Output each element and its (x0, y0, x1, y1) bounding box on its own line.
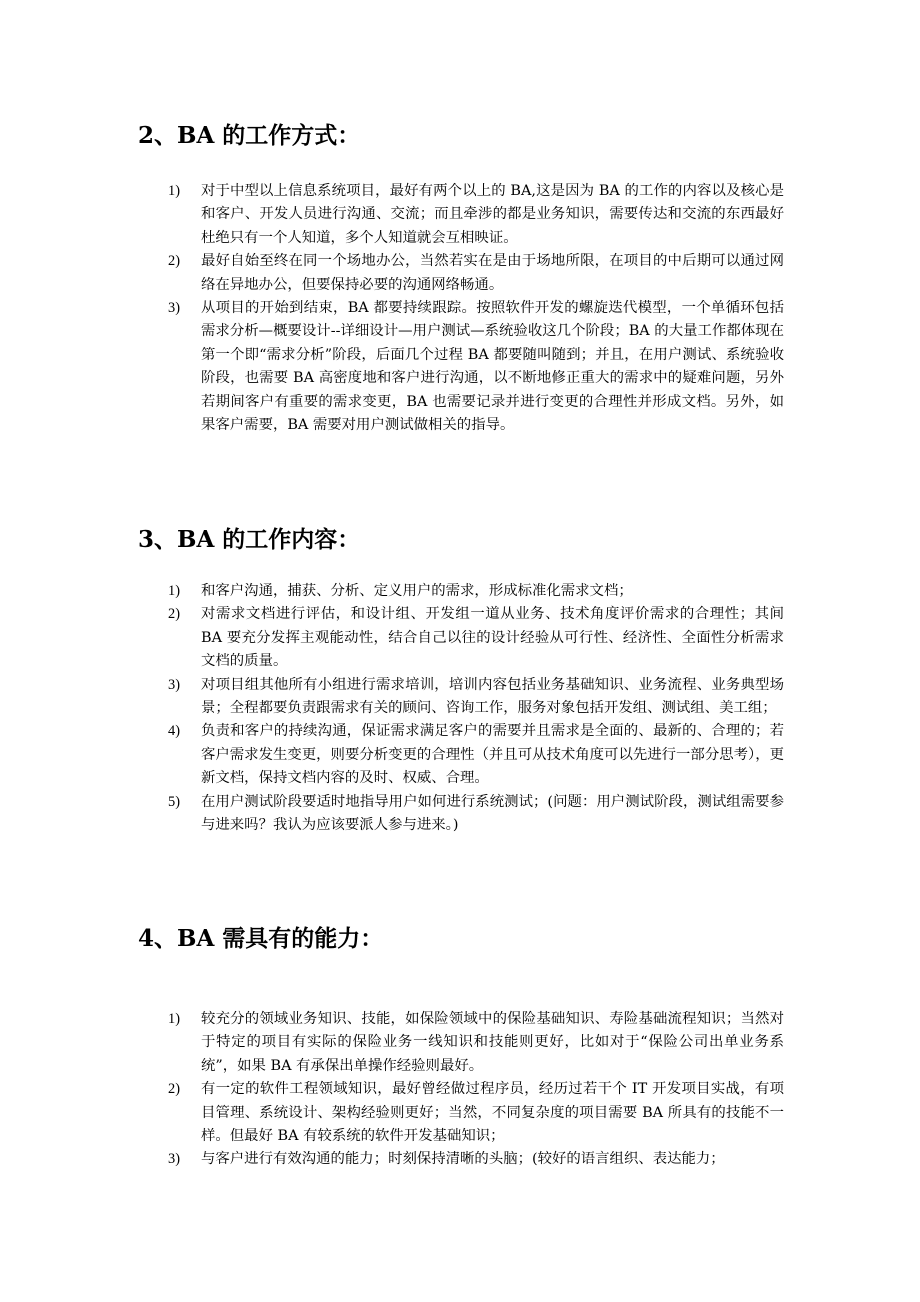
list-item (168, 720, 784, 790)
item-text: 对项目组其他所有小组进行需求培训，培训内容包括业务基础知识、业务流程、业务典型场景；全程都要负责跟需求有关的顾问、咨询工作，服务对象包括开发组、测试组、美工组； (201, 676, 784, 717)
item-number: 3) (168, 300, 180, 317)
numbered-list (168, 1008, 784, 1172)
item-text: 与客户进行有效沟通的能力；时刻保持清晰的头脑；(较好的语言组织、表达能力； (201, 1151, 725, 1168)
item-number: 5) (168, 793, 180, 810)
item-text: 较充分的领域业务知识、技能，如保险领域中的保险基础知识、寿险基础流程知识；当然对于特定的项目有实际的保险业务一线知识和技能则更好，比如对于“保险公司出单业务系统”，如果 BA 有承保出单操作经验则最好。 (201, 1011, 784, 1074)
item-text: 最好自始至终在同一个场地办公，当然若实在是由于场地所限，在项目的中后期可以通过网络在异地办公，但要保持必要的沟通网络畅通。 (201, 253, 784, 293)
item-number: 3) (168, 676, 180, 693)
item-text: 对于中型以上信息系统项目，最好有两个以上的 BA,这是因为 BA 的工作的内容以及核心是和客户、开发人员进行沟通、交流；而且牵涉的都是业务知识，需要传达和交流的东西最好杜绝只有一个人知道，多个人知道就会互相映证。 (201, 183, 784, 246)
numbered-list (168, 180, 784, 437)
section-heading: 2、BA 的工作方式： (138, 122, 361, 149)
item-text: 有一定的软件工程领域知识，最好曾经做过程序员，经历过若干个 IT 开发项目实战，有项目管理、系统设计、架构经验则更好；当然，不同复杂度的项目需要 BA 所具有的技能不一样。但最好 BA 有较系统的软件开发基础知识； (201, 1081, 784, 1145)
item-number: 3) (168, 1151, 180, 1168)
item-text: 在用户测试阶段要适时地指导用户如何进行系统测试；(问题：用户测试阶段，测试组需要参与进来吗？我认为应该要派人参与进来。) (201, 793, 784, 834)
list-item (168, 1148, 784, 1171)
numbered-list (168, 580, 784, 837)
list-item (168, 791, 784, 838)
list-item (168, 250, 784, 297)
list-item (168, 580, 784, 603)
item-number: 1) (168, 1011, 180, 1027)
item-text: 对需求文档进行评估，和设计组、开发组一道从业务、技术角度评价需求的合理性；其间 BA 要充分发挥主观能动性，结合自己以往的设计经验从可行性、经济性、全面性分析需求文档的质量。 (201, 606, 784, 670)
item-number: 1) (168, 183, 180, 199)
item-number: 2) (168, 606, 180, 623)
section-heading: 4、BA 需具有的能力： (138, 925, 384, 952)
list-item (168, 1008, 784, 1078)
item-text: 和客户沟通，捕获、分析、定义用户的需求，形成标准化需求文档； (201, 583, 633, 599)
item-number: 4) (168, 723, 180, 740)
list-item (168, 180, 784, 250)
list-item (168, 674, 784, 721)
item-number: 1) (168, 583, 180, 599)
item-text: 负责和客户的持续沟通，保证需求满足客户的需要并且需求是全面的、最新的、合理的；若客户需求发生变更，则要分析变更的合理性（并且可从技术角度可以先进行一部分思考），更新文档，保持文档内容的及时、权威、合理。 (201, 723, 784, 787)
section-heading: 3、BA 的工作内容： (138, 526, 361, 553)
list-item (168, 1078, 784, 1148)
item-number: 2) (168, 1081, 180, 1098)
item-number: 2) (168, 253, 180, 270)
item-text: 从项目的开始到结束，BA 都要持续跟踪。按照软件开发的螺旋迭代模型，一个单循环包括需求分析—概要设计--详细设计—用户测试—系统验收这几个阶段；BA 的大量工作都体现在第一个即“需求分析”阶段，后面几个过程 BA 都要随叫随到；并且，在用户测试、系统验收阶段，也需要 BA 高密度地和客户进行沟通，以不断地修正重大的需求中的疑难问题，另外若期间客户有重要的需求变更，BA 也需要记录并进行变更的合理性并形成文档。另外，如果客户需要，BA 需要对用户测试做相关的指导。 (201, 300, 784, 434)
list-item (168, 603, 784, 673)
list-item (168, 297, 784, 437)
